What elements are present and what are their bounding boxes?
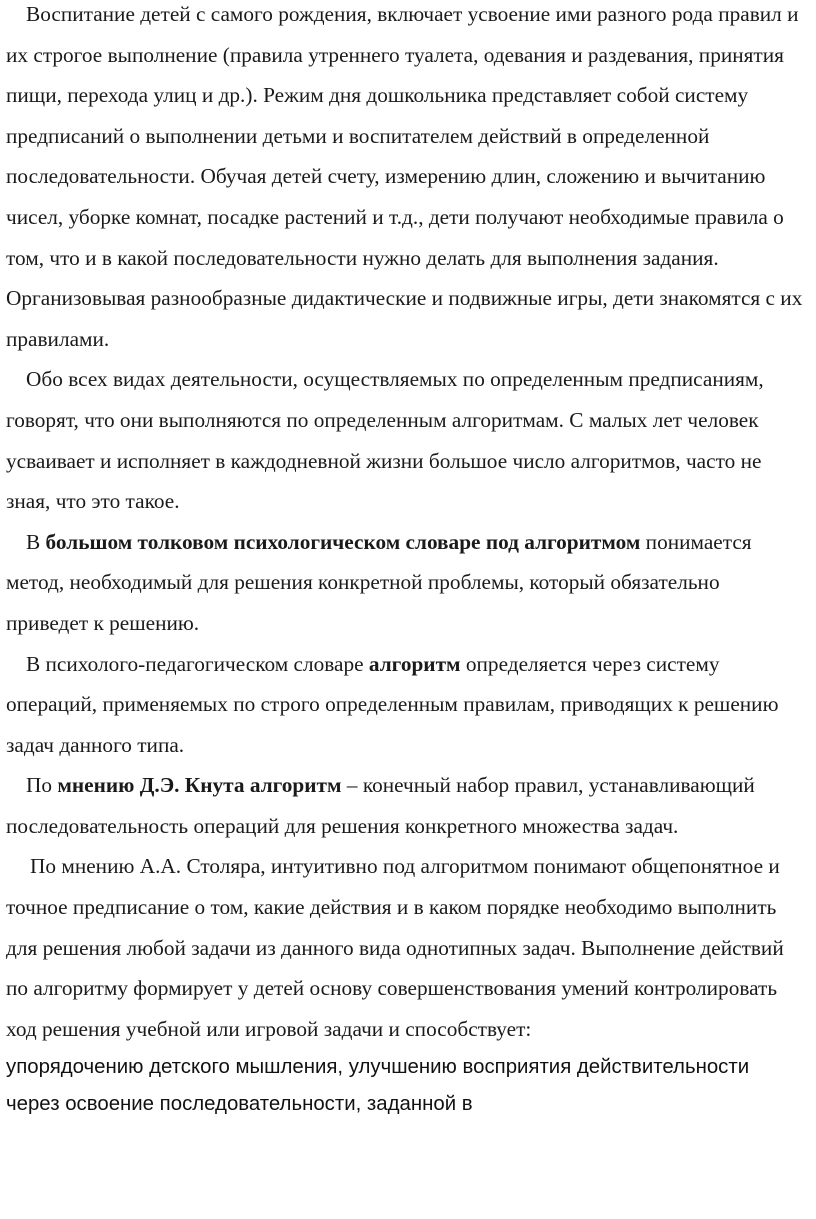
p5-post: – конечный набор правил, устанавливающий последовательность операций для решения конкретного множества задач. — [6, 773, 755, 838]
p3-pre: В — [26, 529, 46, 554]
p4-bold-term: алгоритм — [368, 651, 461, 676]
paragraph-activities: Обо всех видах деятельности, осуществляемых по определенным предписаниям, говорят, что они выполняются по определенным алгоритмам. С малых лет человек усваивает и исполняет в каждодневной жизни большое число алгоритмов, часто не зная, что это такое. — [6, 367, 764, 514]
p3-bold-term: большом толковом психологическом словаре под алгоритмом — [45, 529, 641, 554]
p3-post: понимается метод, необходимый для решения конкретной проблемы, который обязательно приведет к решению. — [6, 529, 752, 635]
p5-bold-term: мнению Д.Э. Кнута алгоритм — [57, 773, 342, 798]
paragraph-psych-dictionary — [6, 522, 804, 644]
p4-post: определяется через систему операций, применяемых по строго определенным правилам, приводящих к решению задач данного типа. — [6, 651, 779, 757]
paragraph-ordering: упорядочению детского мышления, улучшению восприятия действительности через освоение последовательности, заданной в — [6, 1056, 750, 1116]
p4-pre: В психолого-педагогическом словаре — [26, 651, 369, 676]
paragraph-stolyar: По мнению А.А. Столяра, интуитивно под алгоритмом понимают общепонятное и точное предписание о том, какие действия и в каком порядке необходимо выполнить для решения любой задачи из данного вида однотипных задач. Выполнение действий по алгоритму формирует у детей основу совершенствования умений контролировать ход решения учебной или игровой задачи и способствует: — [6, 854, 784, 1041]
p5-pre: По — [26, 773, 58, 798]
paragraph-upbringing: Воспитание детей с самого рождения, включает усвоение ими разного рода правил и их строгое выполнение (правила утреннего туалета, одевания и раздевания, принятия пищи, перехода улиц и др.). Режим дня дошкольника представляет собой систему предписаний о выполнении детьми и воспитателем действий в определенной последовательности. Обучая детей счету, измерению длин, сложению и вычитанию чисел, уборке комнат, посадке растений и т.д., дети получают необходимые правила о том, что и в какой последовательности нужно делать для выполнения задания. Организовывая разнообразные дидактические и подвижные игры, дети знакомятся с их правилами. — [6, 2, 803, 351]
paragraph-pedagogical-dictionary — [6, 644, 804, 766]
paragraph-knuth — [6, 765, 804, 846]
